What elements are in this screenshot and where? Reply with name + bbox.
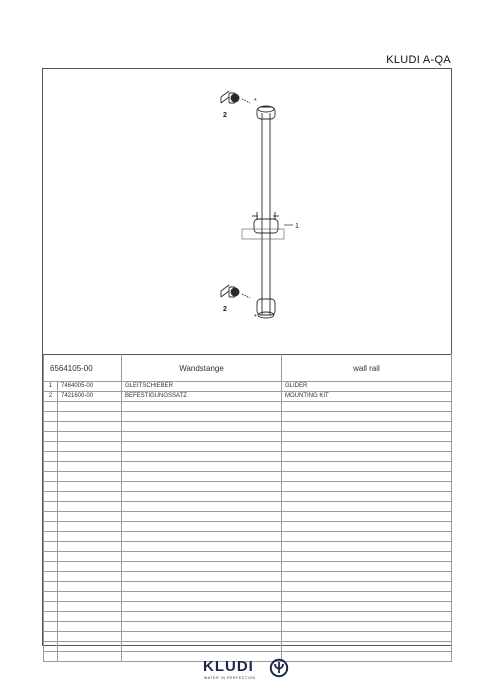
empty-table-row xyxy=(44,462,452,472)
empty-cell xyxy=(58,542,122,552)
empty-cell xyxy=(282,432,452,442)
empty-cell xyxy=(122,452,282,462)
empty-cell xyxy=(122,492,282,502)
empty-cell xyxy=(122,562,282,572)
bottom-wall-mount xyxy=(221,285,250,298)
empty-cell xyxy=(44,522,58,532)
empty-table-row xyxy=(44,572,452,582)
empty-cell xyxy=(58,632,122,642)
empty-cell xyxy=(282,612,452,622)
empty-table-row xyxy=(44,452,452,462)
empty-table-row xyxy=(44,522,452,532)
empty-cell xyxy=(282,482,452,492)
empty-cell xyxy=(44,602,58,612)
empty-cell xyxy=(282,502,452,512)
empty-cell xyxy=(44,542,58,552)
empty-cell xyxy=(282,582,452,592)
empty-cell xyxy=(58,432,122,442)
empty-cell xyxy=(44,572,58,582)
empty-cell xyxy=(58,602,122,612)
empty-cell xyxy=(44,472,58,482)
empty-table-row xyxy=(44,562,452,572)
empty-table-row xyxy=(44,582,452,592)
empty-cell xyxy=(122,582,282,592)
empty-cell xyxy=(44,582,58,592)
empty-table-row xyxy=(44,552,452,562)
empty-table-row xyxy=(44,622,452,632)
empty-cell xyxy=(122,512,282,522)
empty-cell xyxy=(58,612,122,622)
empty-cell xyxy=(282,622,452,632)
callout-label-1: 1 xyxy=(295,223,299,230)
empty-cell xyxy=(58,492,122,502)
empty-cell xyxy=(282,552,452,562)
empty-cell xyxy=(122,622,282,632)
german-description: BEFESTIGUNGSSATZ xyxy=(122,392,282,402)
empty-table-row xyxy=(44,602,452,612)
header-german-name: Wandstange xyxy=(122,355,282,382)
empty-cell xyxy=(122,442,282,452)
empty-cell xyxy=(282,472,452,482)
empty-table-row xyxy=(44,432,452,442)
empty-cell xyxy=(122,402,282,412)
empty-cell xyxy=(122,462,282,472)
marker-asterisk-top: * xyxy=(254,98,257,105)
empty-table-row xyxy=(44,472,452,482)
empty-cell xyxy=(58,442,122,452)
empty-cell xyxy=(122,472,282,482)
empty-cell xyxy=(282,512,452,522)
empty-cell xyxy=(282,422,452,432)
article-number: 7464005-00 xyxy=(58,382,122,392)
empty-cell xyxy=(58,522,122,532)
drawing-frame xyxy=(42,68,452,646)
empty-cell xyxy=(44,642,58,652)
position-number: 1 xyxy=(44,382,58,392)
empty-cell xyxy=(122,542,282,552)
german-description: GLEITSCHIEBER xyxy=(122,382,282,392)
empty-cell xyxy=(44,552,58,562)
empty-cell xyxy=(282,632,452,642)
position-number: 2 xyxy=(44,392,58,402)
empty-cell xyxy=(44,412,58,422)
empty-cell xyxy=(122,592,282,602)
empty-cell xyxy=(58,562,122,572)
empty-cell xyxy=(58,412,122,422)
logo-tagline: WATER IN PERFECTION xyxy=(204,676,256,680)
empty-cell xyxy=(282,452,452,462)
empty-table-row xyxy=(44,542,452,552)
english-description: MOUNTING KIT xyxy=(282,392,452,402)
empty-cell xyxy=(58,622,122,632)
empty-cell xyxy=(282,532,452,542)
marker-asterisk-bottom: * xyxy=(254,314,257,321)
technical-drawing xyxy=(43,69,451,354)
empty-table-row xyxy=(44,612,452,622)
article-number: 7421600-00 xyxy=(58,392,122,402)
empty-cell xyxy=(122,632,282,642)
empty-cell xyxy=(58,652,122,662)
empty-cell xyxy=(122,422,282,432)
empty-cell xyxy=(58,462,122,472)
empty-cell xyxy=(58,472,122,482)
empty-cell xyxy=(282,542,452,552)
empty-cell xyxy=(44,562,58,572)
empty-cell xyxy=(282,522,452,532)
english-description: GLIDER xyxy=(282,382,452,392)
empty-cell xyxy=(44,622,58,632)
empty-table-row xyxy=(44,442,452,452)
empty-cell xyxy=(122,552,282,562)
empty-table-row xyxy=(44,402,452,412)
empty-cell xyxy=(58,552,122,562)
empty-table-row xyxy=(44,592,452,602)
empty-cell xyxy=(282,592,452,602)
empty-table-row xyxy=(44,632,452,642)
empty-cell xyxy=(122,412,282,422)
empty-cell xyxy=(122,602,282,612)
logo-wordmark: KLUDI xyxy=(203,658,254,675)
parts-list-table xyxy=(43,354,452,662)
empty-cell xyxy=(282,462,452,472)
empty-cell xyxy=(58,482,122,492)
table-header-row xyxy=(44,355,452,382)
empty-cell xyxy=(44,422,58,432)
empty-cell xyxy=(44,652,58,662)
empty-cell xyxy=(44,452,58,462)
empty-table-row xyxy=(44,412,452,422)
empty-cell xyxy=(44,492,58,502)
empty-cell xyxy=(44,502,58,512)
empty-cell xyxy=(282,492,452,502)
top-wall-mount xyxy=(221,91,250,103)
empty-cell xyxy=(58,452,122,462)
top-bracket xyxy=(257,107,275,119)
empty-table-row xyxy=(44,492,452,502)
empty-cell xyxy=(44,512,58,522)
empty-cell xyxy=(44,432,58,442)
empty-cell xyxy=(44,442,58,452)
empty-cell xyxy=(282,412,452,422)
empty-cell xyxy=(122,502,282,512)
empty-cell xyxy=(58,422,122,432)
empty-table-row xyxy=(44,482,452,492)
table-row xyxy=(44,392,452,402)
callout-label-2-bottom: 2 xyxy=(223,306,227,313)
empty-cell xyxy=(58,502,122,512)
empty-cell xyxy=(122,432,282,442)
empty-table-row xyxy=(44,532,452,542)
empty-cell xyxy=(122,572,282,582)
empty-cell xyxy=(44,592,58,602)
empty-cell xyxy=(58,642,122,652)
empty-cell xyxy=(122,482,282,492)
empty-cell xyxy=(122,522,282,532)
empty-cell xyxy=(282,442,452,452)
empty-cell xyxy=(282,652,452,662)
empty-table-row xyxy=(44,512,452,522)
empty-cell xyxy=(282,572,452,582)
table-row xyxy=(44,382,452,392)
empty-table-row xyxy=(44,502,452,512)
glider-part xyxy=(242,212,284,239)
empty-cell xyxy=(282,642,452,652)
empty-cell xyxy=(44,462,58,472)
empty-cell xyxy=(58,402,122,412)
empty-cell xyxy=(122,612,282,622)
callout-label-2-top: 2 xyxy=(223,112,227,119)
document-title: KLUDI A-QA xyxy=(386,54,451,66)
empty-cell xyxy=(282,562,452,572)
header-english-name: wall rail xyxy=(282,355,452,382)
water-drop-icon xyxy=(269,658,289,678)
empty-cell xyxy=(44,482,58,492)
empty-cell xyxy=(44,532,58,542)
empty-cell xyxy=(58,572,122,582)
empty-cell xyxy=(58,592,122,602)
empty-cell xyxy=(122,532,282,542)
empty-cell xyxy=(58,582,122,592)
empty-table-row xyxy=(44,422,452,432)
kludi-logo xyxy=(203,658,297,684)
empty-cell xyxy=(44,612,58,622)
empty-cell xyxy=(282,402,452,412)
empty-table-row xyxy=(44,642,452,652)
empty-cell xyxy=(44,632,58,642)
empty-cell xyxy=(122,642,282,652)
empty-cell xyxy=(58,532,122,542)
empty-cell xyxy=(282,602,452,612)
empty-cell xyxy=(58,512,122,522)
header-article-number: 6564105-00 xyxy=(44,355,122,382)
empty-cell xyxy=(44,402,58,412)
